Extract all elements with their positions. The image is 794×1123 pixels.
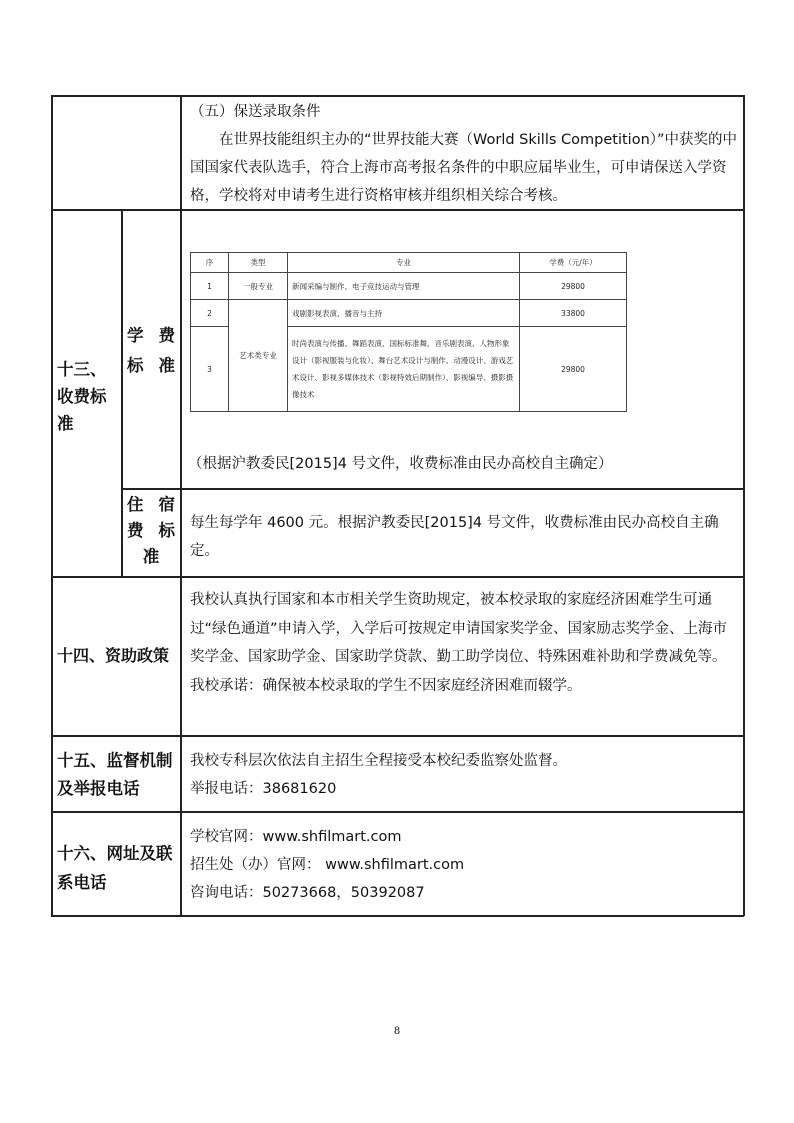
table-border-bottom [51, 915, 744, 917]
table-header-row [191, 253, 627, 273]
table-border-right [743, 95, 745, 916]
dorm-label-box [127, 492, 175, 570]
admission-conditions-block [190, 98, 738, 210]
row-divider [51, 735, 744, 737]
tuition-note: （根据沪教委民[2015]4 号文件，收费标准由民办高校自主确定） [188, 456, 613, 472]
table-border-left [51, 95, 53, 916]
cell-no: 1 [191, 273, 229, 300]
section-16-title: 十六、网址及联系电话 [57, 844, 173, 892]
cell-type: 一般专业 [229, 273, 288, 300]
tuition-label-line1: 学 费 [127, 326, 175, 345]
report-phone: 举报电话：38681620 [190, 781, 337, 797]
dorm-label-line3: 准 [142, 547, 160, 566]
cell-type-art: 艺术类专业 [229, 300, 288, 412]
section-13-title: 十三、收费标准 [57, 360, 107, 433]
page-number: 8 [393, 1026, 401, 1037]
dorm-text: 每生每学年 4600 元。根据沪教委民[2015]4 号文件，收费标准由民办高校自主确定。 [190, 515, 719, 559]
section-15-title: 十五、监督机制及举报电话 [57, 751, 173, 798]
row-divider [121, 488, 744, 490]
cell-major: 新闻采编与制作、电子竞技运动与管理 [288, 273, 520, 300]
table-row [191, 273, 627, 300]
subcolumn-divider [121, 209, 123, 577]
admissions-website: 招生处（办）官网： www.shfilmart.com [190, 857, 465, 873]
tuition-label-line2: 标 准 [127, 356, 175, 375]
section-15-text: 我校专科层次依法自主招生全程接受本校纪委监察处监督。 [190, 753, 567, 769]
admission-text: 在世界技能组织主办的“世界技能大赛（World Skills Competition）”中获奖的中国国家代表队选手，符合上海市高考报名条件的中职应届毕业生，可申请保送入学资格，学校将对申请考生进行资格审核并组织相关综合考核。 [190, 132, 738, 204]
section-14-title: 十四、资助政策 [57, 646, 170, 665]
section-14-text: 我校认真执行国家和本市相关学生资助规定，被本校录取的家庭经济困难学生可通过“绿色通道”申请入学，入学后可按规定申请国家奖学金、国家励志奖学金、上海市奖学金、国家助学金、国家助学贷款、勤工助学岗位、特殊困难补助和学费减免等。我校承诺：确保被本校录取的学生不因家庭经济困难而辍学。 [190, 592, 728, 694]
cell-fee: 33800 [520, 300, 627, 327]
table-row [191, 300, 627, 327]
column-divider [180, 95, 182, 916]
school-website: 学校官网：www.shfilmart.com [190, 829, 402, 845]
dorm-label-line1: 住 宿 [127, 495, 175, 514]
tuition-table [190, 252, 627, 412]
table-border-top [51, 95, 744, 97]
cell-major: 戏剧影视表演、播音与主持 [288, 300, 520, 327]
cell-no: 2 [191, 300, 229, 327]
cell-no: 3 [191, 327, 229, 412]
col-header-type: 类型 [229, 253, 288, 273]
cell-fee: 29800 [520, 273, 627, 300]
consult-phone: 咨询电话：50273668，50392087 [190, 885, 425, 901]
row-divider [51, 576, 744, 578]
cell-fee: 29800 [520, 327, 627, 412]
col-header-fee: 学费（元/年） [520, 253, 627, 273]
tuition-label-box [127, 322, 175, 376]
section-15-block [190, 747, 738, 803]
col-header-no: 序 [191, 253, 229, 273]
cell-major: 时尚表演与传播、舞蹈表演、国标标准舞、音乐剧表演、人物形象设计（影视服装与化妆）、舞台艺术设计与制作、动漫设计、游戏艺术设计、影视多媒体技术（影视特效后期制作）、影视编导、摄影摄像技术 [288, 327, 520, 412]
section-16-block [190, 823, 738, 907]
row-divider [51, 811, 744, 813]
dorm-label-line2: 费 标 [127, 521, 175, 540]
admission-heading: （五）保送录取条件 [190, 104, 321, 120]
col-header-major: 专业 [288, 253, 520, 273]
